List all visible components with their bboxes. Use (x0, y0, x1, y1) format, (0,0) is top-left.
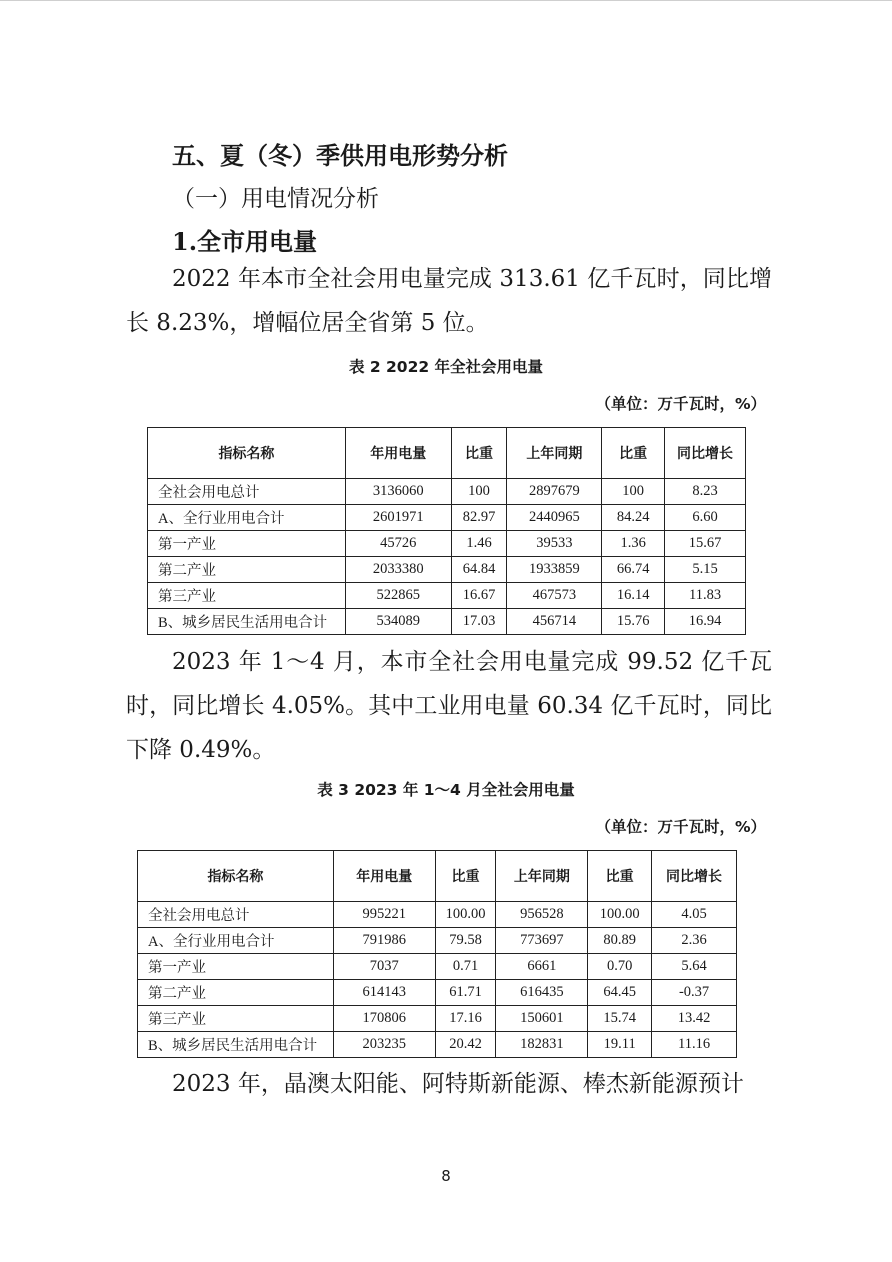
paragraph-2023-solar: 2023 年，晶澳太阳能、阿特斯新能源、棒杰新能源预计 (172, 1071, 744, 1097)
table-cell: 64.84 (451, 557, 507, 583)
table-cell: 66.74 (602, 557, 665, 583)
table-row (148, 609, 746, 635)
table-cell: 467573 (507, 583, 602, 609)
table-cell: 2897679 (507, 479, 602, 505)
table-cell: A、全行业用电合计 (148, 505, 346, 531)
header-cell: 比重 (588, 851, 652, 902)
table-cell: 534089 (345, 609, 451, 635)
table-cell: 203235 (333, 1032, 435, 1058)
header-cell: 比重 (451, 428, 507, 479)
page-number: 8 (441, 1167, 451, 1185)
subsection-heading: （一）用电情况分析 (172, 186, 379, 212)
table-cell: 2.36 (652, 928, 737, 954)
table-cell: 第二产业 (138, 980, 334, 1006)
table-row (148, 557, 746, 583)
table-row (138, 902, 737, 928)
table-cell: A、全行业用电合计 (138, 928, 334, 954)
table-cell: 773697 (496, 928, 588, 954)
table-cell: 第三产业 (138, 1006, 334, 1032)
table-cell: 15.74 (588, 1006, 652, 1032)
table-cell: 61.71 (435, 980, 496, 1006)
table-cell: 1933859 (507, 557, 602, 583)
table-cell: 15.76 (602, 609, 665, 635)
item-heading: 1.全市用电量 (172, 227, 318, 256)
table-cell: 2601971 (345, 505, 451, 531)
table-header-row (148, 428, 746, 479)
table-cell: 82.97 (451, 505, 507, 531)
header-cell: 指标名称 (148, 428, 346, 479)
table-cell: 第三产业 (148, 583, 346, 609)
table-cell: 5.64 (652, 954, 737, 980)
table-row (138, 1032, 737, 1058)
table-cell: 16.14 (602, 583, 665, 609)
table-row (148, 479, 746, 505)
table-cell: 13.42 (652, 1006, 737, 1032)
table-cell: 17.16 (435, 1006, 496, 1032)
table-cell: 39533 (507, 531, 602, 557)
table-cell: 0.70 (588, 954, 652, 980)
header-cell: 上年同期 (496, 851, 588, 902)
table-row (138, 954, 737, 980)
header-cell: 指标名称 (138, 851, 334, 902)
table-cell: 614143 (333, 980, 435, 1006)
table-row (148, 531, 746, 557)
table2-unit: （单位：万千瓦时，%） (595, 395, 766, 413)
table-cell: 522865 (345, 583, 451, 609)
table-2023-electricity (137, 850, 737, 1058)
table-cell: 4.05 (652, 902, 737, 928)
table-cell: 1.46 (451, 531, 507, 557)
section-heading: 五、夏（冬）季供用电形势分析 (172, 141, 508, 170)
table-row (148, 583, 746, 609)
table-cell: B、城乡居民生活用电合计 (138, 1032, 334, 1058)
table-cell: 16.94 (665, 609, 746, 635)
table-cell: 616435 (496, 980, 588, 1006)
table-cell: 1.36 (602, 531, 665, 557)
table-header-row (138, 851, 737, 902)
table-cell: 第二产业 (148, 557, 346, 583)
table-cell: 170806 (333, 1006, 435, 1032)
header-cell: 比重 (435, 851, 496, 902)
table-cell: 6.60 (665, 505, 746, 531)
table-cell: 11.83 (665, 583, 746, 609)
table-2022-electricity (147, 427, 746, 635)
table3-unit: （单位：万千瓦时，%） (595, 818, 766, 836)
table-cell: 17.03 (451, 609, 507, 635)
header-cell: 比重 (602, 428, 665, 479)
table-row (138, 980, 737, 1006)
table2-caption: 表 2 2022 年全社会用电量 (348, 358, 544, 376)
table-row (148, 505, 746, 531)
table-cell: 100 (602, 479, 665, 505)
table-cell: 0.71 (435, 954, 496, 980)
table-cell: 182831 (496, 1032, 588, 1058)
page-top-border (0, 0, 892, 1)
table-cell: 15.67 (665, 531, 746, 557)
table-cell: 5.15 (665, 557, 746, 583)
table-row (138, 1006, 737, 1032)
table-cell: 全社会用电总计 (148, 479, 346, 505)
table-cell: 8.23 (665, 479, 746, 505)
table-cell: 791986 (333, 928, 435, 954)
table-cell: 64.45 (588, 980, 652, 1006)
table-cell: 11.16 (652, 1032, 737, 1058)
paragraph-2022-summary: 2022 年本市全社会用电量完成 313.61 亿千瓦时，同比增长 8.23%，增幅位居全省第 5 位。 (126, 266, 772, 336)
table-cell: 7037 (333, 954, 435, 980)
table-cell: 2440965 (507, 505, 602, 531)
table-cell: 100.00 (588, 902, 652, 928)
table-cell: 全社会用电总计 (138, 902, 334, 928)
table-cell: 100 (451, 479, 507, 505)
table3-caption: 表 3 2023 年 1～4 月全社会用电量 (317, 781, 575, 799)
table-cell: 3136060 (345, 479, 451, 505)
header-cell: 同比增长 (665, 428, 746, 479)
header-cell: 年用电量 (345, 428, 451, 479)
table-cell: 995221 (333, 902, 435, 928)
table-cell: 第一产业 (148, 531, 346, 557)
table-cell: 100.00 (435, 902, 496, 928)
table-cell: -0.37 (652, 980, 737, 1006)
table-cell: 80.89 (588, 928, 652, 954)
header-cell: 上年同期 (507, 428, 602, 479)
paragraph-2023-summary: 2023 年 1～4 月，本市全社会用电量完成 99.52 亿千瓦时，同比增长 4.05%。其中工业用电量 60.34 亿千瓦时，同比下降 0.49%。 (126, 649, 772, 763)
table-cell: 16.67 (451, 583, 507, 609)
table-cell: B、城乡居民生活用电合计 (148, 609, 346, 635)
table-cell: 150601 (496, 1006, 588, 1032)
table-cell: 79.58 (435, 928, 496, 954)
table-cell: 第一产业 (138, 954, 334, 980)
table-cell: 45726 (345, 531, 451, 557)
table-cell: 20.42 (435, 1032, 496, 1058)
table-cell: 956528 (496, 902, 588, 928)
table-cell: 19.11 (588, 1032, 652, 1058)
header-cell: 同比增长 (652, 851, 737, 902)
table-cell: 84.24 (602, 505, 665, 531)
header-cell: 年用电量 (333, 851, 435, 902)
table-row (138, 928, 737, 954)
table-cell: 456714 (507, 609, 602, 635)
table-cell: 2033380 (345, 557, 451, 583)
table-cell: 6661 (496, 954, 588, 980)
